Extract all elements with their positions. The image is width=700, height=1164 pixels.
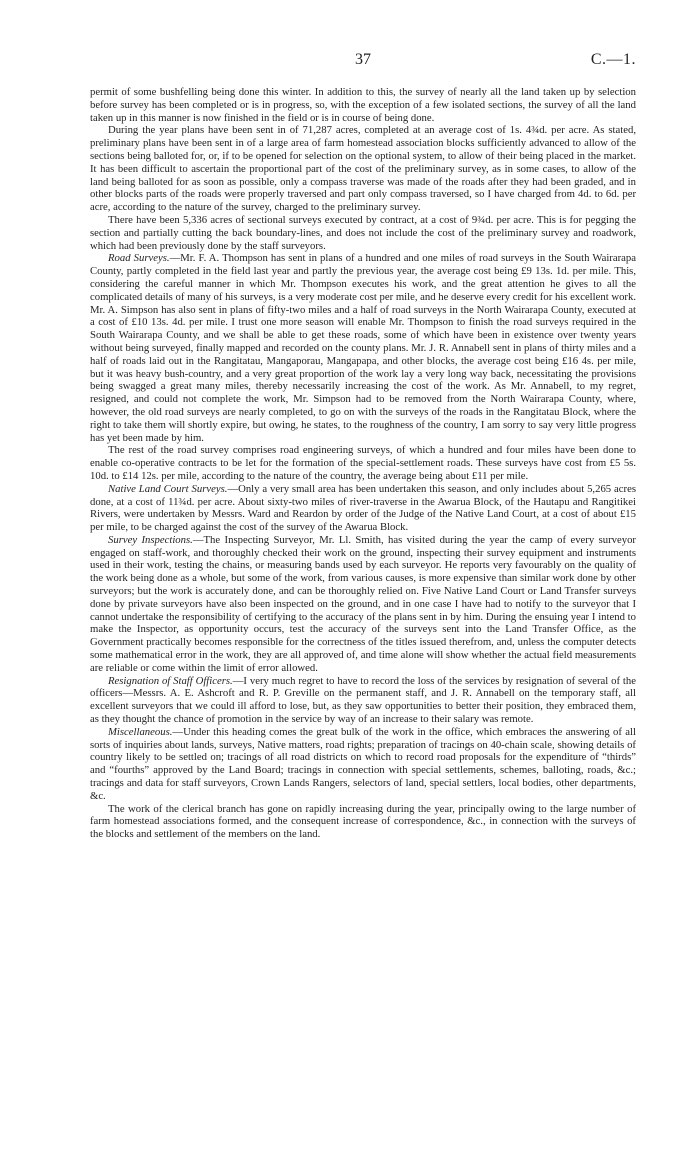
document-code: C.—1. — [590, 51, 636, 68]
paragraph-survey-inspections: Survey Inspections.—The Inspecting Surveyor, Mr. Ll. Smith, has visited during the year the camp of every surveyor engaged on staff-work, and thoroughly checked their work on the ground, inspecting their survey equipment and instruments used in their work, testing the chains, or measuring bands used by each surveyor. He reports very favourably on the quality of the work being done as a whole, but some of the work, from various causes, is more expensive than similar work done by other surveyors; but the work is accurately done, and can be thoroughly relied on. Five Native Land Court or Land Transfer surveys done by private surveyors have also been inspected on the ground, and in one case I have had to notify to the surveyor that I cannot undertake the responsibility of certifying to the accuracy of the plans sent in by him. During the ensuing year I intend to make the Inspector, as opportunity occurs, test the accuracy of the surveys sent into the Land Transfer Office, as the Government practically becomes responsible for the correctness of the titles issued therefrom, and, unless the computer detects some mathematical error in the work, they are all approved of, and time alone will show whether the actual field measurements are reliable or come within the limit of error allowed. — [90, 533, 636, 674]
paragraph-sectional-surveys: There have been 5,336 acres of sectional surveys executed by contract, at a cost of 9¾d. per acre. This is for pegging the section and partially cutting the back boundary-lines, and does not include the cost of the preliminary survey and roadwork, which had been previously done by the staff surveyors. — [90, 213, 636, 252]
heading-resignation: Resignation of Staff Officers. — [108, 674, 233, 687]
heading-miscellaneous: Miscellaneous. — [108, 725, 173, 738]
paragraph-road-surveys: Road Surveys.—Mr. F. A. Thompson has sent in plans of a hundred and one miles of road surveys in the South Wairarapa County, partly completed in the field last year and partly the previous year, the average cost being £9 13s. 1d. per mile. This, considering the careful manner in which Mr. Thompson executes his work, and the great attention he gives to all the complicated details of many of his surveys, is a very moderate cost per mile, and he deserve every credit for his excellent work. Mr. A. Simpson has also sent in plans of fifty-two miles and a half of road surveys in the North Wairarapa County, executed at a cost of £10 13s. 4d. per mile. I trust one more season will enable Mr. Thompson to finish the road surveys required in the South Wairarapa County, and we shall be able to get these roads, some of which have been in existence over twenty years without being surveyed, finally mapped and recorded on the county plans. Mr. J. R. Annabell sent in plans of thirty miles and a half of roads laid out in the Rangitatau, Mangaporau, Mangapapa, and other blocks, the average cost being £16 4s. per mile, but it was heavy bush-country, and a very great proportion of the work lay a very long way back, necessitating the provisions being swagged a great many miles, thereby necessarily increasing the cost of the work. As Mr. Annabell, to my regret, resigned, and could not complete the work, Mr. Simpson had to be removed from the North Wairarapa County, where, however, the old road surveys are nearly completed, to go on with the surveys of the roads in the Rangitatau Block, where the right to take them will shortly expire, but owing, he states, to the roughness of the country, I am sorry to say very little progress has yet been made by him. — [90, 252, 636, 444]
paragraph-bushfelling: permit of some bushfelling being done this winter. In addition to this, the survey of nearly all the land taken up by selection before survey has been completed or is in progress, so, with the exception of a few isolated sections, the survey of all the land taken up in this manner is now finished in the field or is in course of being done. — [90, 86, 636, 124]
paragraph-road-engineering: The rest of the road survey comprises road engineering surveys, of which a hundred and four miles have been done to enable co-operative contracts to be let for the formation of the special-settlement roads. These surveys have cost from £5 5s. 10d. to £14 12s. per mile, according to the nature of the country, the average being about £11 per mile. — [90, 444, 636, 482]
paragraph-clerical-branch: The work of the clerical branch has gone on rapidly increasing during the year, principally owing to the large number of farm homestead associations formed, and the consequent increase of correspondence, &c., in connection with the surveys of the blocks and settlement of the members on the land. — [90, 802, 636, 841]
paragraph-native-land-court: Native Land Court Surveys.—Only a very small area has been undertaken this season, and only includes about 5,265 acres done, at a cost of 11¾d. per acre. About sixty-two miles of river-traverse in the Awarua Block, of the Hautapu and Rangitikei Rivers, were undertaken by Messrs. Ward and Reardon by order of the Judge of the Native Land Court, at a cost of about £15 per mile, to be charged against the cost of the survey of the Awarua Block. — [90, 482, 636, 534]
paragraph-miscellaneous: Miscellaneous.—Under this heading comes the great bulk of the work in the office, which embraces the answering of all sorts of inquiries about lands, surveys, Native matters, road rights; preparation of tracings on 40-chain scale, showing details of country likely to be settled on; tracings of all road districts on which to record road proposals for the expenditure of “thirds” and “fourths” approved by the Land Board; tracings in connection with special settlements, schemes, balloting, roads, &c.; tracings and data for staff surveyors, Crown Lands Rangers, selectors of land, special settlers, local bodies, other departments, &c. — [90, 725, 636, 802]
heading-native-land-court: Native Land Court Surveys. — [108, 482, 228, 495]
page-number: 37 — [355, 51, 371, 68]
heading-road-surveys: Road Surveys. — [108, 252, 170, 265]
paragraph-plans-sent: During the year plans have been sent in of 71,287 acres, completed at an average cost of 1s. 4¾d. per acre. As stated, preliminary plans have been sent in of a large area of farm homestead association blocks sufficiently advanced to allow of the sections being balloted for, or, if to be opened for selection on the optional system, to allow of their being placed in the market. It has been difficult to ascertain the proportional part of the cost of the preliminary survey, as in some cases, to allow of the land being balloted for as soon as possible, only a compass traverse was made of the roads after they had been graded, and in other blocks parts of the roads were properly traversed and part only compass traversed, so I have charged from 4d. to 6d. per acre, according to the nature of the survey, charged to the preliminary survey. — [90, 124, 636, 214]
page-header — [90, 51, 636, 86]
heading-survey-inspections: Survey Inspections. — [108, 533, 193, 546]
paragraph-resignation: Resignation of Staff Officers.—I very much regret to have to record the loss of the services by resignation of several of the officers—Messrs. A. E. Ashcroft and R. P. Greville on the permanent staff, and J. R. Annabell on the temporary staff, all excellent surveyors that we could ill afford to lose, but, as they saw opportunities to better their position, they embraced them, as they thought the chance of promotion in the service by way of an increase to their salary was remote. — [90, 674, 636, 726]
document-page — [90, 51, 636, 841]
